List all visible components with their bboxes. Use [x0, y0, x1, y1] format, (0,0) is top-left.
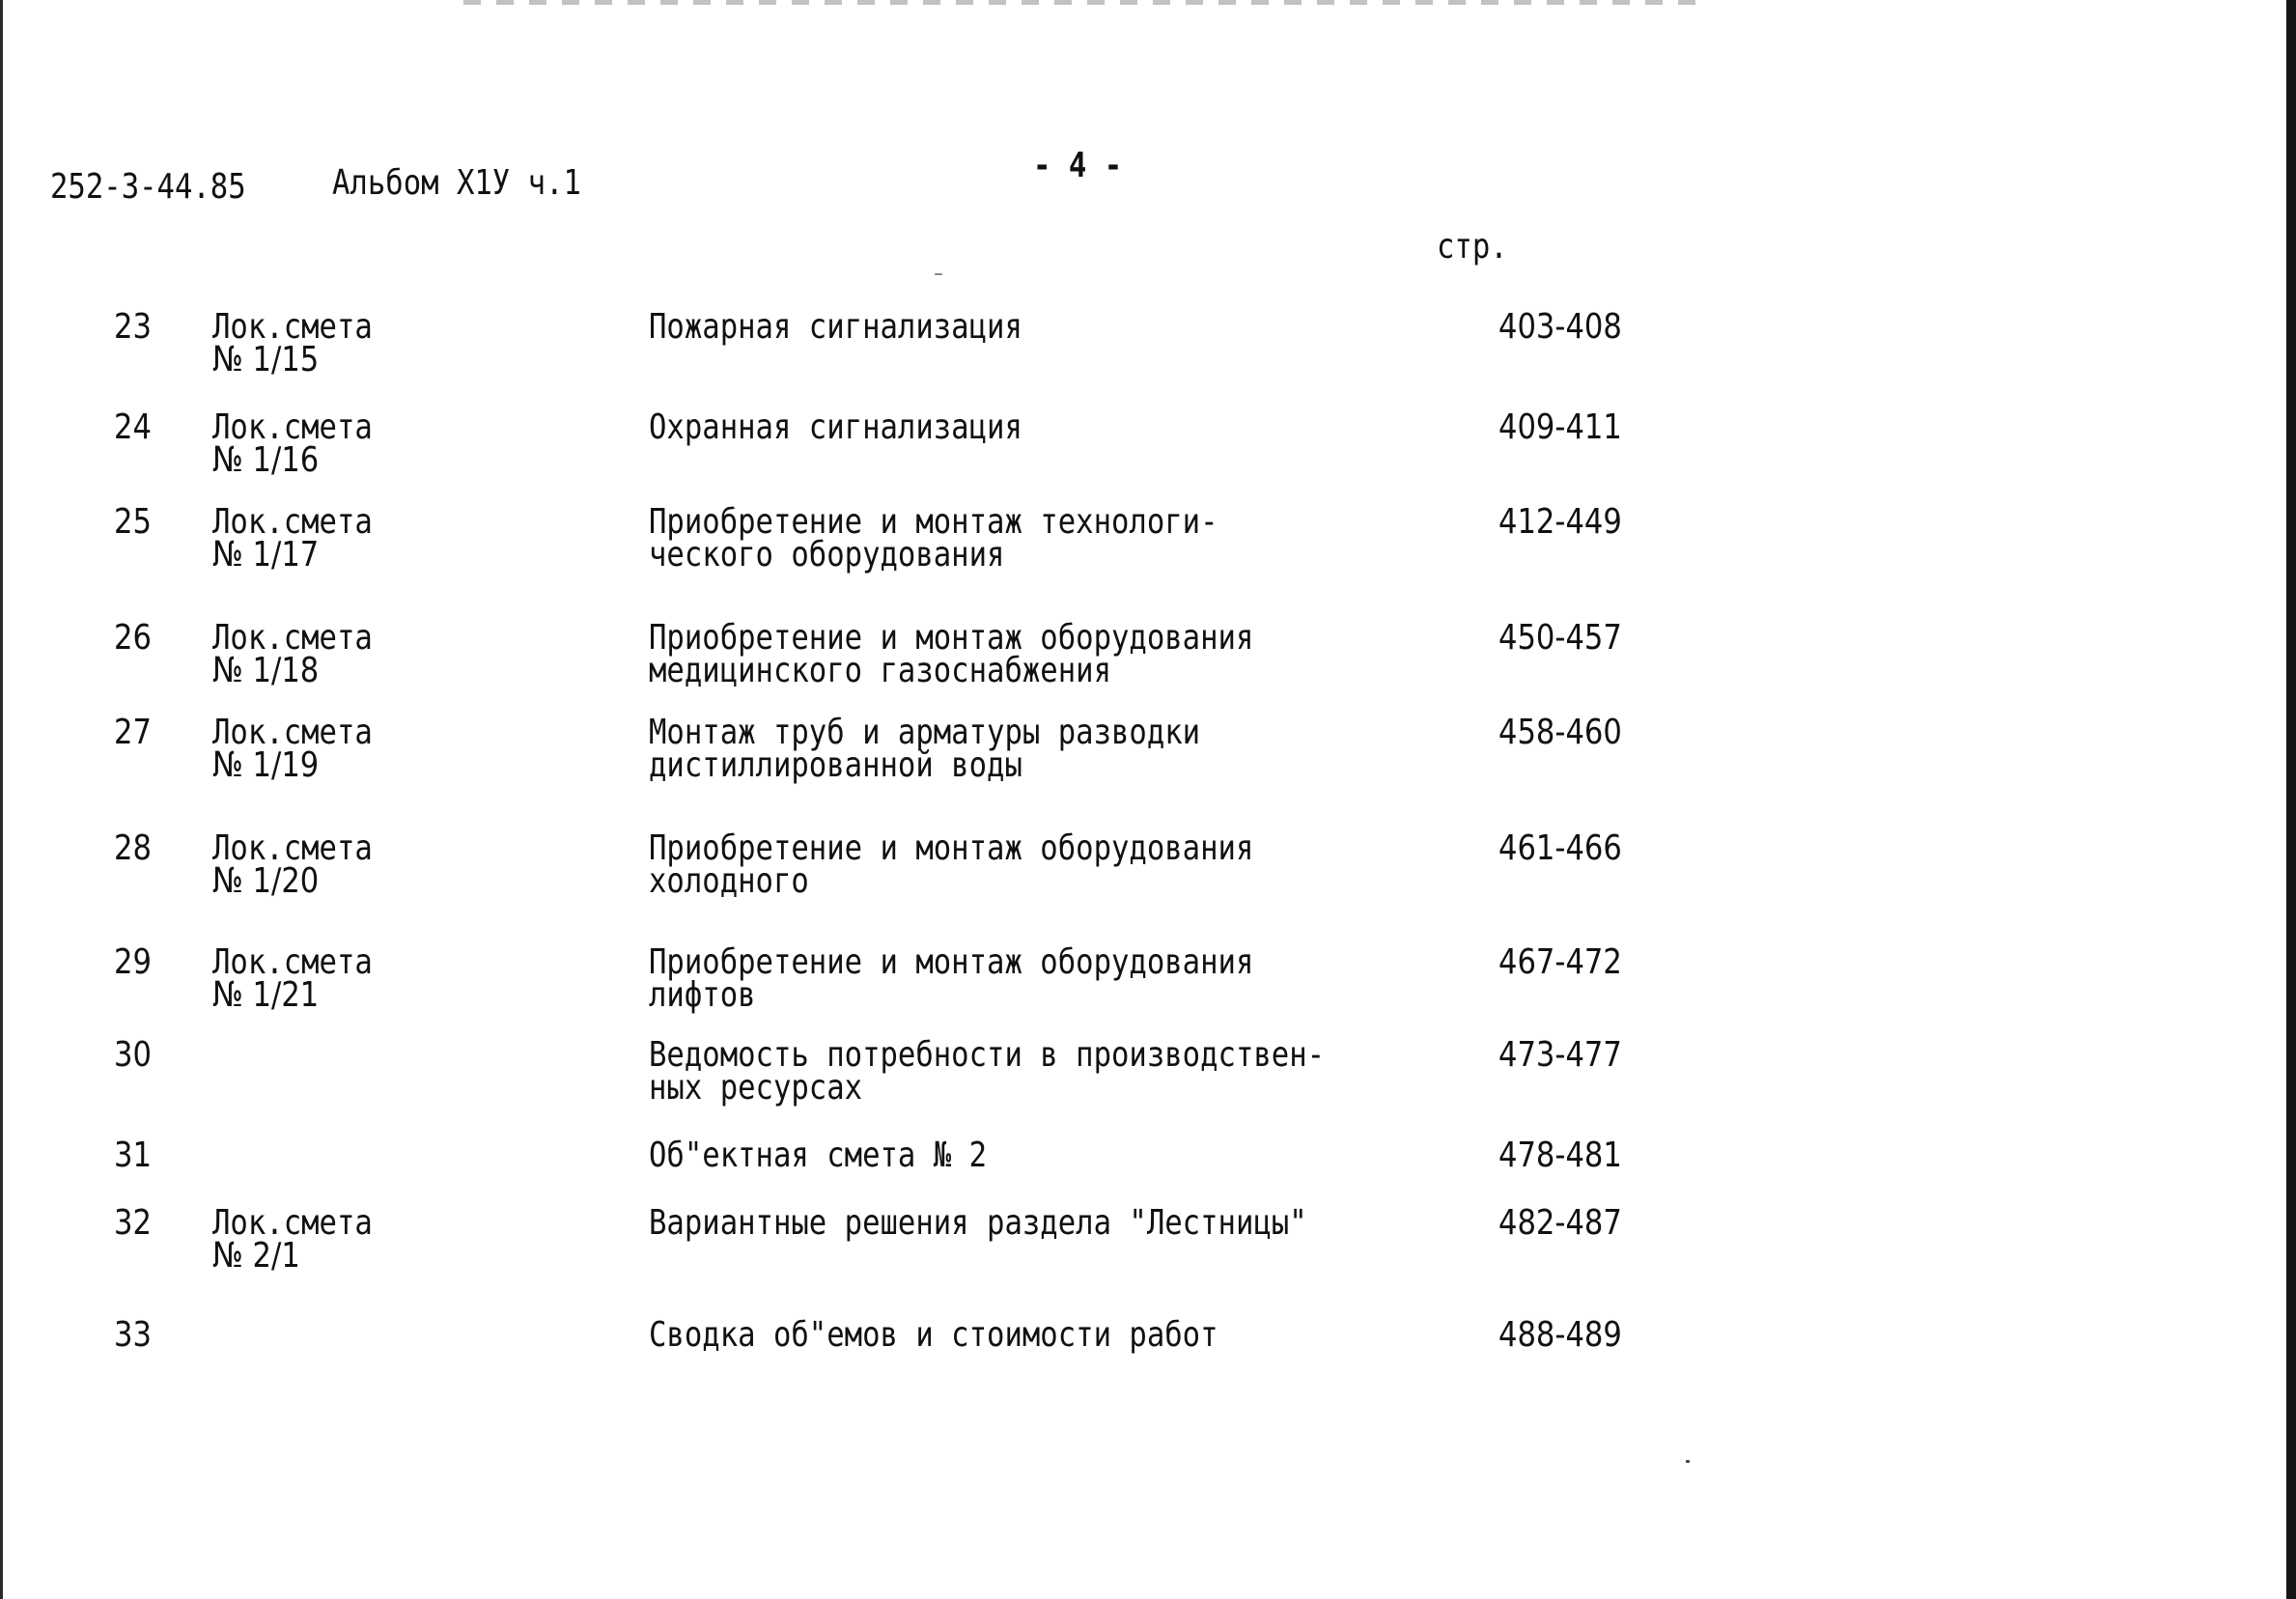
page-range: 450-457: [1498, 618, 1622, 658]
item-title: [649, 942, 1254, 1015]
estimate-number: № 2/1: [212, 1236, 300, 1276]
scan-speck: [1686, 1460, 1690, 1463]
item-number: 26: [114, 618, 152, 658]
title-line: Вариантные решения раздела "Лестницы": [649, 1203, 1307, 1243]
page-range: 478-481: [1498, 1136, 1622, 1175]
item-number: 25: [114, 502, 152, 542]
page-range: 482-487: [1498, 1203, 1622, 1243]
item-number: 28: [114, 828, 152, 868]
item-title: [649, 502, 1218, 575]
title-line: Пожарная сигнализация: [649, 307, 1022, 347]
estimate-number: № 1/19: [212, 745, 320, 785]
title-line: Приобретение и монтаж оборудования: [649, 942, 1254, 982]
item-title: [649, 828, 1254, 901]
estimate-reference: [212, 942, 373, 1015]
title-line: Приобретение и монтаж оборудования: [649, 828, 1254, 868]
title-line: Приобретение и монтаж технологи-: [649, 502, 1218, 542]
estimate-type: Лок.смета: [212, 618, 373, 658]
scan-edge-left: [0, 0, 3, 1599]
item-title: [649, 407, 1022, 447]
item-title: [649, 307, 1022, 347]
estimate-number: № 1/16: [212, 440, 320, 480]
estimate-reference: [212, 1203, 373, 1276]
estimate-reference: [212, 407, 373, 480]
estimate-type: Лок.смета: [212, 502, 373, 542]
page-range: 473-477: [1498, 1035, 1622, 1075]
page-range: 467-472: [1498, 942, 1622, 982]
document-code: 252-3-44.85: [50, 167, 246, 207]
title-line: Приобретение и монтаж оборудования: [649, 618, 1254, 658]
title-line: Ведомость потребности в производствен-: [649, 1035, 1326, 1075]
title-line: Монтаж труб и арматуры разводки: [649, 713, 1201, 752]
title-line: дистиллированной воды: [649, 745, 1022, 785]
page-range: 488-489: [1498, 1315, 1622, 1355]
item-number: 32: [114, 1203, 152, 1243]
album-label: Альбом Х1У ч.1: [332, 163, 581, 203]
page-range: 461-466: [1498, 828, 1622, 868]
estimate-type: Лок.смета: [212, 1203, 373, 1243]
estimate-number: № 1/20: [212, 861, 320, 901]
item-number: 33: [114, 1315, 152, 1355]
title-line: холодного: [649, 861, 809, 901]
estimate-number: № 1/17: [212, 535, 320, 575]
title-line: Охранная сигнализация: [649, 407, 1022, 447]
title-line: Сводка об"емов и стоимости работ: [649, 1315, 1218, 1355]
scan-artifact-top: [463, 0, 1699, 5]
estimate-reference: [212, 307, 373, 379]
estimate-number: № 1/15: [212, 340, 320, 379]
item-number: 23: [114, 307, 152, 347]
page-number: - 4 -: [1033, 146, 1123, 185]
title-line: ческого оборудования: [649, 535, 1005, 575]
estimate-type: Лок.смета: [212, 307, 373, 347]
item-number: 30: [114, 1035, 152, 1075]
item-number: 24: [114, 407, 152, 447]
estimate-type: Лок.смета: [212, 713, 373, 752]
item-title: [649, 1035, 1326, 1108]
title-line: лифтов: [649, 975, 756, 1015]
page-range: 409-411: [1498, 407, 1622, 447]
estimate-number: № 1/18: [212, 651, 320, 690]
item-title: [649, 1315, 1218, 1355]
estimate-type: Лок.смета: [212, 407, 373, 447]
scan-edge-right: [2286, 0, 2296, 1599]
title-line: ных ресурсах: [649, 1068, 863, 1108]
item-number: 29: [114, 942, 152, 982]
estimate-reference: [212, 828, 373, 901]
page-range: 458-460: [1498, 713, 1622, 752]
title-line: Об"ектная смета № 2: [649, 1136, 988, 1175]
item-title: [649, 1136, 988, 1175]
estimate-reference: [212, 618, 373, 690]
item-number: 27: [114, 713, 152, 752]
page-range: 403-408: [1498, 307, 1622, 347]
title-line: медицинского газоснабжения: [649, 651, 1112, 690]
estimate-number: № 1/21: [212, 975, 320, 1015]
item-title: [649, 1203, 1307, 1243]
estimate-type: Лок.смета: [212, 828, 373, 868]
item-number: 31: [114, 1136, 152, 1175]
scan-speck: [935, 273, 942, 275]
estimate-reference: [212, 502, 373, 575]
estimate-type: Лок.смета: [212, 942, 373, 982]
estimate-reference: [212, 713, 373, 785]
page-range: 412-449: [1498, 502, 1622, 542]
item-title: [649, 618, 1254, 690]
pages-column-label: стр.: [1437, 227, 1508, 266]
item-title: [649, 713, 1201, 785]
